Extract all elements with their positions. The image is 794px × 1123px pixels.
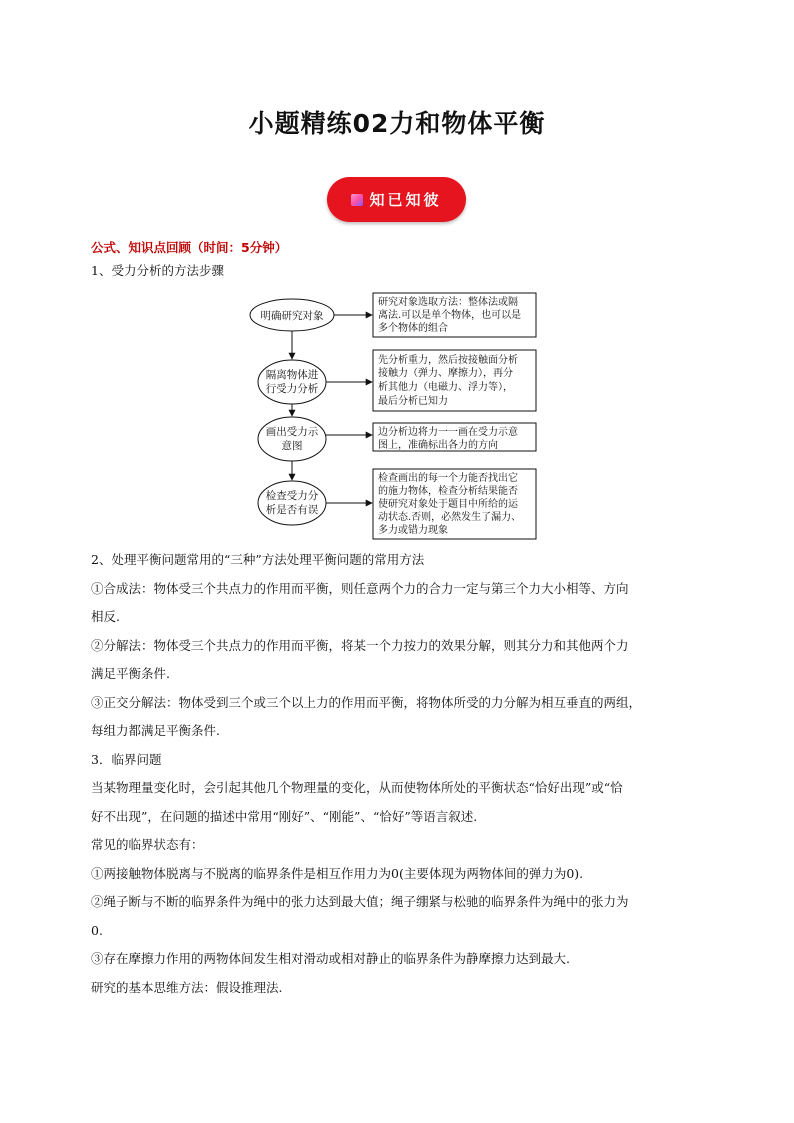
paragraph-line: 好不出现”，在问题的描述中常用“刚好”、“刚能”、“恰好”等语言叙述. [91,808,478,824]
flow-note-text: 图上，准确标出各力的方向 [378,440,498,451]
point-1-heading: 1、受力分析的方法步骤 [91,263,224,278]
paragraph-line: ①两接触物体脱离与不脱离的临界条件是相互作用力为0(主要体现为两物体间的弹力为0). [91,865,584,881]
flow-note-text: 接触力（弹力、摩擦力），再分 [378,368,513,379]
section-badge [327,177,466,222]
flow-step-oval [258,417,326,461]
point-2-heading: 2、处理平衡问题常用的“三种”方法处理平衡问题的常用方法 [91,552,425,567]
flow-step-oval [258,360,326,404]
paragraph-line: ②分解法：物体受三个共点力的作用而平衡，将某一个力按力的效果分解，则其分力和其他两个力 [91,637,629,653]
paragraph-line: 相反. [91,609,120,624]
flow-note-text: 的施力物体，检查分析结果能否 [378,486,518,497]
badge-icon [351,194,363,206]
section-heading: 公式、知识点回顾（时间：5分钟） [91,240,288,255]
paragraph-line: ②绳子断与不断的临界条件为绳中的张力达到最大值；绳子绷紧与松驰的临界条件为绳中的张力为 [91,894,629,909]
point-1-block [91,257,709,286]
body-lines [91,546,709,1002]
flow-step-label: 行受力分析 [265,383,319,395]
paragraph-line: ③存在摩擦力作用的两物体间发生相对滑动或相对静止的临界条件为静摩擦力达到最大. [91,951,570,966]
paragraph-line: 研究的基本思维方法：假设推理法. [91,979,283,995]
force-analysis-flowchart [248,290,548,542]
flow-note-text: 检查画出的每一个力能否找出它 [378,473,518,484]
badge-label: 知已知彼 [369,191,442,209]
flow-note-text: 使研究对象处于题目中所给的运 [378,499,518,510]
flow-step-label: 明确研究对象 [260,310,324,322]
paragraph-line: 当某物理量变化时，会引起其他几个物理量的变化，从而使物体所处的平衡状态“恰好出现”或“恰 [91,780,623,795]
flow-note-text: 析其他力（电磁力、浮力等）， [378,382,513,393]
flow-step-label: 检查受力分 [265,490,319,502]
flow-step-label: 意图 [281,440,303,452]
flow-step-oval [258,481,326,525]
flow-note-text: 动状态.否则，必然发生了漏力、 [378,512,522,523]
flow-note-text: 边分析边将力一一画在受力示意 [378,427,518,438]
paragraph-line: 常见的临界状态有： [91,837,204,852]
paragraph-line: ③正交分解法：物体受到三个或三个以上力的作用而平衡，将物体所受的力分解为相互垂直的两组， [91,694,642,710]
flow-step-label: 隔离物体进 [265,369,319,381]
flow-note-text: 最后分析已知力 [378,396,448,407]
paragraph-line: 满足平衡条件. [91,666,170,681]
point-3-heading: 3．临界问题 [91,751,162,767]
flow-note-text: 研究对象选取方法：整体法或隔 [378,297,518,308]
paragraph-line: ①合成法：物体受三个共点力的作用而平衡，则任意两个力的合力一定与第三个力大小相等、方向 [91,580,629,596]
flow-note-text: 多个物体的组合 [378,323,448,334]
paragraph-line: 每组力都满足平衡条件. [91,723,220,738]
flow-note-text: 多力或错力现象 [378,525,448,536]
flow-step-label: 析是否有误 [265,504,319,516]
paragraph-line: 0. [91,922,103,938]
page-title: 小题精练02力和物体平衡 [248,109,546,138]
flow-note-text: 离法.可以是单个物体，也可以是 [378,310,522,321]
flow-note-text: 先分析重力，然后按接触面分析 [378,355,518,366]
flow-step-label: 画出受力示 [265,426,319,438]
